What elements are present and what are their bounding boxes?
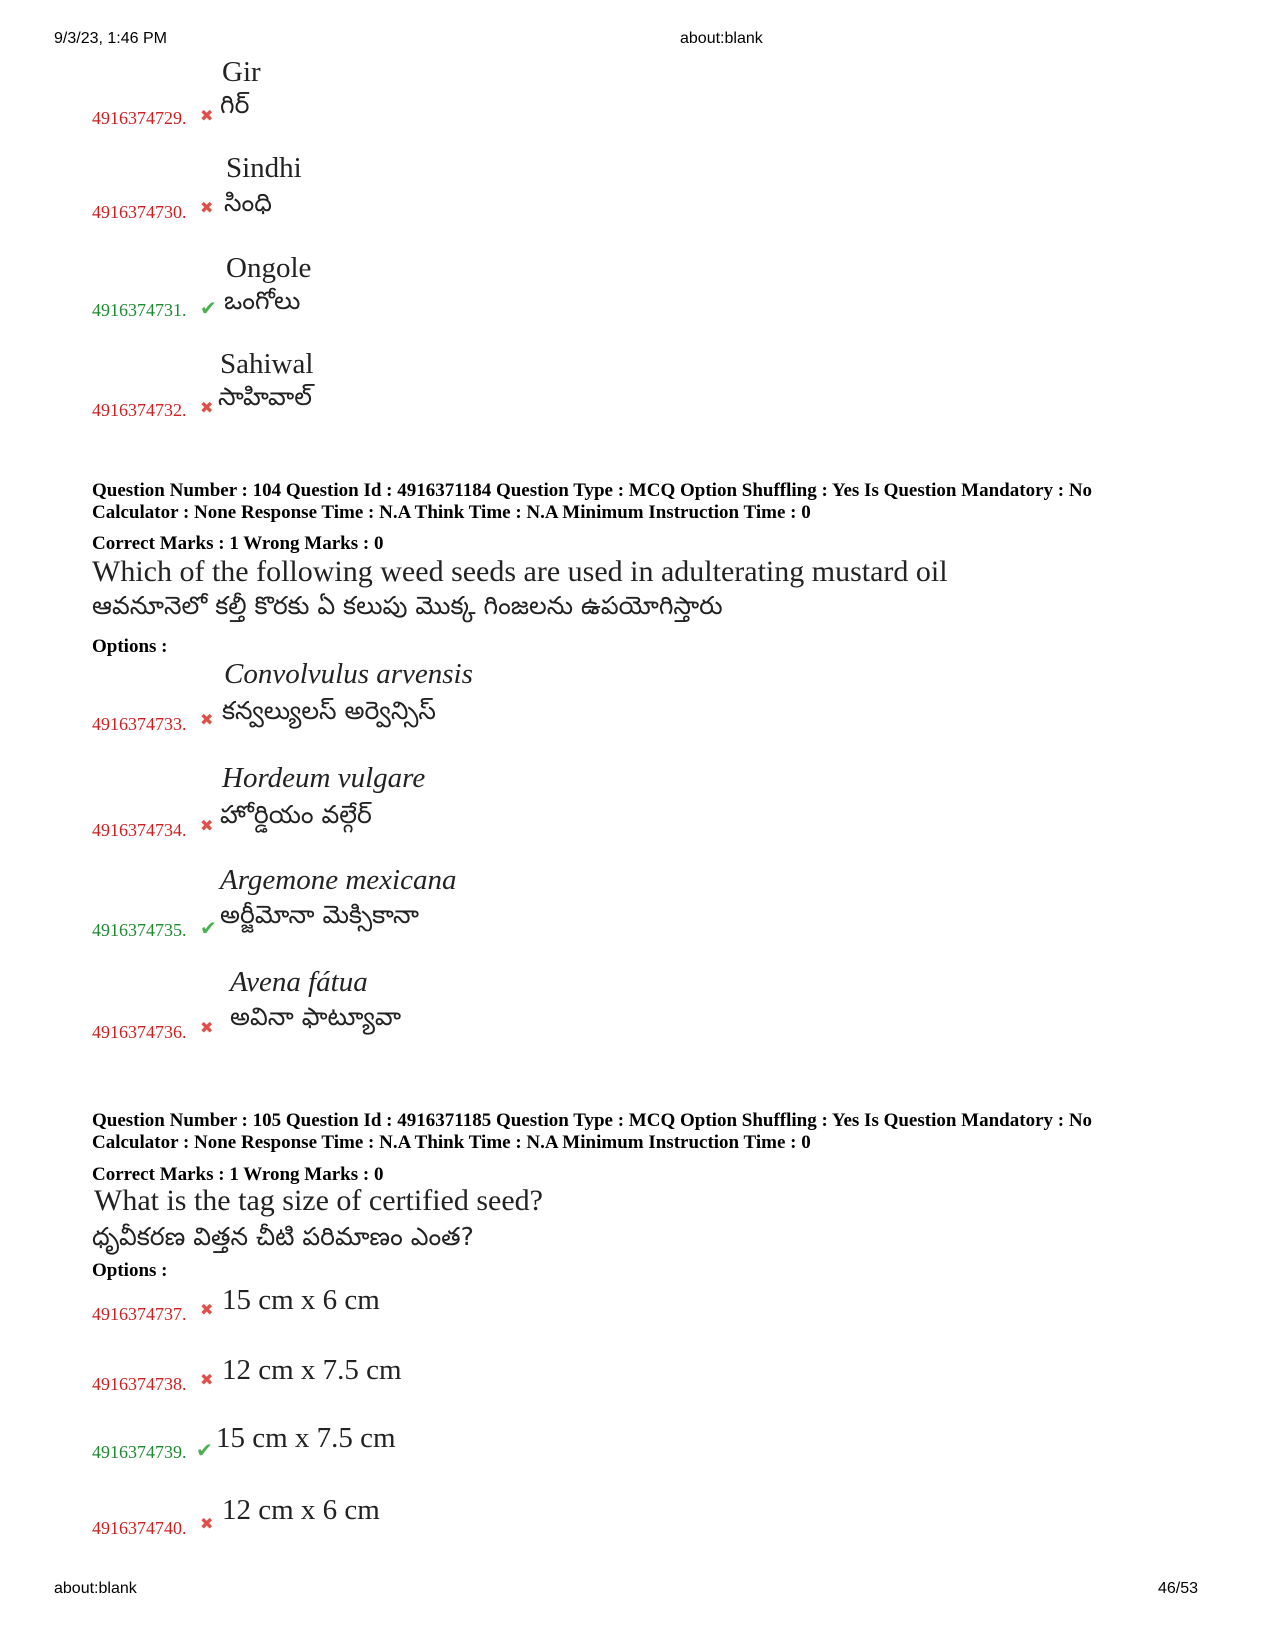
option-text-en: Gir [222, 56, 261, 88]
check-icon: ✔ [200, 296, 217, 320]
option-id: 4916374735. [92, 920, 187, 940]
option-id: 4916374729. [92, 108, 187, 128]
cross-icon: ✖ [200, 1018, 214, 1037]
option-text-en: Convolvulus arvensis [224, 658, 473, 690]
question-text-te: ధృవీకరణ విత్తన చీటి పరిమాణం ఎంత? [92, 1222, 474, 1251]
print-page-number: 46/53 [1158, 1580, 1199, 1597]
cross-icon: ✖ [200, 198, 214, 217]
cross-icon: ✖ [200, 816, 214, 835]
question-meta [92, 1110, 1092, 1154]
print-datetime: 9/3/23, 1:46 PM [54, 30, 167, 47]
question-text-en: What is the tag size of certified seed? [94, 1184, 543, 1217]
cross-icon: ✖ [200, 1514, 214, 1533]
option-id: 4916374737. [92, 1304, 187, 1324]
option-text-en: 15 cm x 7.5 cm [216, 1422, 396, 1454]
option-text-en: Argemone mexicana [220, 864, 457, 896]
check-icon: ✔ [196, 1438, 213, 1462]
option-id: 4916374731. [92, 300, 187, 320]
question-meta-line1: Question Number : 104 Question Id : 4916371184 Question Type : MCQ Option Shuffling : Yes Is Question Mandatory : No [92, 480, 1093, 501]
question-text-te: ఆవనూనెలో కల్తీ కొరకు ఏ కలుపు మొక్క గింజలను ఉపయోగిస్తారు [92, 591, 723, 620]
option-text-te: కన్వల్యులస్ అర్వెన్సిస్ [222, 696, 436, 725]
option-text-te: సాహివాల్ [218, 382, 312, 411]
options-label: Options : [92, 636, 168, 657]
option-id: 4916374740. [92, 1518, 187, 1538]
option-id: 4916374732. [92, 400, 187, 420]
option-text-en: Sahiwal [220, 348, 314, 380]
cross-icon: ✖ [200, 1300, 214, 1319]
option-text-en: 15 cm x 6 cm [222, 1284, 380, 1316]
option-id: 4916374736. [92, 1022, 187, 1042]
option-id: 4916374739. [92, 1442, 187, 1462]
question-marks: Correct Marks : 1 Wrong Marks : 0 [92, 533, 384, 554]
option-id: 4916374738. [92, 1374, 187, 1394]
question-text-en: Which of the following weed seeds are used in adulterating mustard oil [92, 555, 948, 588]
cross-icon: ✖ [200, 710, 214, 729]
print-footer-url: about:blank [54, 1580, 137, 1597]
option-text-en: Avena fátua [230, 966, 368, 998]
option-text-te: హోర్డియం వల్గేర్ [220, 800, 372, 829]
option-id: 4916374734. [92, 820, 187, 840]
option-id: 4916374733. [92, 714, 187, 734]
question-meta-line1: Question Number : 105 Question Id : 4916371185 Question Type : MCQ Option Shuffling : Yes Is Question Mandatory : No [92, 1110, 1093, 1131]
option-text-en: Ongole [226, 252, 312, 284]
check-icon: ✔ [200, 916, 217, 940]
cross-icon: ✖ [200, 106, 214, 125]
question-meta-line2: Calculator : None Response Time : N.A Think Time : N.A Minimum Instruction Time : 0 [92, 502, 811, 523]
options-label: Options : [92, 1260, 168, 1281]
print-url: about:blank [680, 30, 763, 47]
question-meta-line2: Calculator : None Response Time : N.A Think Time : N.A Minimum Instruction Time : 0 [92, 1132, 811, 1153]
option-text-en: 12 cm x 7.5 cm [222, 1354, 402, 1386]
option-text-en: Sindhi [226, 152, 302, 184]
question-meta [92, 480, 1092, 524]
option-text-en: Hordeum vulgare [222, 762, 426, 794]
question-marks: Correct Marks : 1 Wrong Marks : 0 [92, 1164, 384, 1185]
option-text-te: అవినా ఫాట్యూవా [230, 1002, 402, 1031]
option-text-te: అర్జీమోనా మెక్సికానా [220, 900, 419, 929]
option-id: 4916374730. [92, 202, 187, 222]
option-text-te: ఒంగోలు [224, 286, 301, 315]
option-text-te: గిర్ [220, 90, 250, 119]
option-text-te: సింధి [224, 188, 272, 217]
option-text-en: 12 cm x 6 cm [222, 1494, 380, 1526]
cross-icon: ✖ [200, 1370, 214, 1389]
cross-icon: ✖ [200, 398, 214, 417]
